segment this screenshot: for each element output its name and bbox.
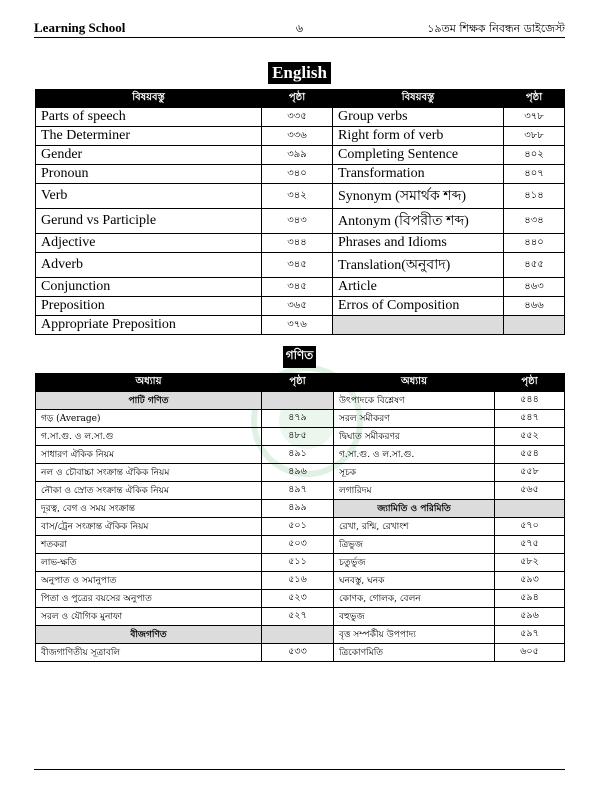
topic-cell: উৎপাদকে বিশ্লেষণ — [334, 392, 495, 410]
table-row — [36, 590, 565, 608]
page-number-cell: ৫১১ — [262, 554, 334, 572]
page-number-cell: ৫৯৪ — [495, 590, 565, 608]
topic-cell: কোণক, গোলক, বেলন — [334, 590, 495, 608]
page-number-cell: ৪৬৬ — [504, 297, 565, 316]
page-number: ৬ — [295, 22, 304, 35]
topic-cell: সূচক — [334, 464, 495, 482]
school-name: Learning School — [34, 20, 126, 35]
topic-cell: Gerund vs Participle — [36, 209, 262, 234]
topic-cell: বহুভুজ — [334, 608, 495, 626]
column-header: পৃষ্ঠা — [495, 374, 565, 392]
page-number-cell: ৪৬৩ — [504, 278, 565, 297]
table-row — [36, 410, 565, 428]
table-row — [36, 608, 565, 626]
page-number-cell: ৫৯৩ — [495, 572, 565, 590]
topic-cell: Antonym (বিপরীত শব্দ) — [333, 209, 504, 234]
page-number-cell: ৩৪৫ — [262, 278, 333, 297]
table-row — [36, 253, 565, 278]
topic-cell: Verb — [36, 184, 262, 209]
topic-cell: বৃত্ত সম্পর্কীয় উপপাদ্য — [334, 626, 495, 644]
page-number-cell: ৪৮৫ — [262, 428, 334, 446]
topic-cell: Gender — [36, 146, 262, 165]
page-number-cell: ৪৯৭ — [262, 482, 334, 500]
column-header: পৃষ্ঠা — [504, 90, 565, 108]
table-row — [36, 392, 565, 410]
table-row — [36, 518, 565, 536]
table-row — [36, 464, 565, 482]
page-number-cell — [495, 500, 565, 518]
subsection-heading: পাটি গণিত — [36, 392, 262, 410]
page-number-cell: ৫৯৬ — [495, 608, 565, 626]
page-header — [34, 18, 565, 38]
page-number-cell: ৩৬৫ — [262, 297, 333, 316]
topic-cell: Translation(অনুবাদ) — [333, 253, 504, 278]
column-header: পৃষ্ঠা — [262, 374, 334, 392]
page-number-cell: ৪৯৯ — [262, 500, 334, 518]
page-number-cell: ৩৩৬ — [262, 127, 333, 146]
topic-cell: গ.সা.গু. ও ল.সা.গু — [36, 428, 262, 446]
book-title: ১৯তম শিক্ষক নিবন্ধন ডাইজেস্ট — [427, 22, 565, 35]
page-number-cell: ৫৭০ — [495, 518, 565, 536]
header-divider — [34, 37, 565, 38]
topic-cell: Appropriate Preposition — [36, 316, 262, 335]
topic-cell: ত্রিকোণমিতি — [334, 644, 495, 662]
topic-cell: Preposition — [36, 297, 262, 316]
page-number-cell: ৫৪৭ — [495, 410, 565, 428]
table-row — [36, 500, 565, 518]
topic-cell: ত্রিভুজ — [334, 536, 495, 554]
column-header: অধ্যায় — [36, 374, 262, 392]
topic-cell: গ.সা.গু. ও ল.সা.গু. — [334, 446, 495, 464]
table-row — [36, 446, 565, 464]
page-number-cell: ৩৪৪ — [262, 234, 333, 253]
topic-cell: বীজগাণিতীয় সূত্রাবলি — [36, 644, 262, 662]
page-number-cell: ৫৫৪ — [495, 446, 565, 464]
topic-cell: Right form of verb — [333, 127, 504, 146]
topic-cell: Synonym (সমার্থক শব্দ) — [333, 184, 504, 209]
table-row — [36, 572, 565, 590]
topic-cell: বাস/ট্রেন সংক্রান্ত ঐকিক নিয়ম — [36, 518, 262, 536]
page-number-cell: ৪৩৪ — [504, 209, 565, 234]
page-number-cell: ৬০৫ — [495, 644, 565, 662]
topic-cell: Adverb — [36, 253, 262, 278]
page-number-cell: ৩৪২ — [262, 184, 333, 209]
table-row — [36, 165, 565, 184]
topic-cell: Parts of speech — [36, 108, 262, 127]
table-row — [36, 297, 565, 316]
page-number-cell: ৩৪০ — [262, 165, 333, 184]
page-number-cell: ৫২৭ — [262, 608, 334, 626]
footer-divider — [34, 769, 565, 770]
page-number-cell: ৫৪৪ — [495, 392, 565, 410]
page-number-cell — [262, 392, 334, 410]
subsection-heading: জ্যামিতি ও পরিমিতি — [334, 500, 495, 518]
topic-cell: শতকরা — [36, 536, 262, 554]
page-number-cell: ৪৪০ — [504, 234, 565, 253]
topic-cell: দূরত্ব, বেগ ও সময় সংক্রান্ত — [36, 500, 262, 518]
math-contents-table — [35, 373, 565, 662]
topic-cell: Phrases and Idioms — [333, 234, 504, 253]
page-number-cell: ৫১৬ — [262, 572, 334, 590]
page-number-cell: ৩৭৬ — [262, 316, 333, 335]
page-number-cell: ৫৫৮ — [495, 464, 565, 482]
page-number-cell: ৩৩৫ — [262, 108, 333, 127]
english-section-title: English — [0, 62, 599, 84]
table-row — [36, 108, 565, 127]
page-number-cell: ৪৭৯ — [262, 410, 334, 428]
page-number-cell: ৪০৭ — [504, 165, 565, 184]
topic-cell: Adjective — [36, 234, 262, 253]
table-row — [36, 428, 565, 446]
page-number-cell: ৪৫৫ — [504, 253, 565, 278]
topic-cell: নল ও চৌবাচ্চা সংক্রান্ত ঐকিক নিয়ম — [36, 464, 262, 482]
table-row — [36, 482, 565, 500]
page-number-cell: ৫২৩ — [262, 590, 334, 608]
page-number-cell: ৫০১ — [262, 518, 334, 536]
table-row — [36, 278, 565, 297]
table-header-row — [36, 374, 565, 392]
page-number-cell: ৪১৪ — [504, 184, 565, 209]
math-section-title: গণিত — [0, 344, 599, 368]
topic-cell: সরল ও যৌগিক মুনাফা — [36, 608, 262, 626]
table-row — [36, 127, 565, 146]
topic-cell — [333, 316, 504, 335]
page-number-cell: ৫৯৭ — [495, 626, 565, 644]
page-number-cell: ৫৮২ — [495, 554, 565, 572]
page-number-cell: ৪০২ — [504, 146, 565, 165]
table-row — [36, 234, 565, 253]
topic-cell: Transformation — [333, 165, 504, 184]
english-contents-table — [35, 89, 565, 335]
topic-cell: Article — [333, 278, 504, 297]
page-number-cell: ৩৯৯ — [262, 146, 333, 165]
table-row — [36, 184, 565, 209]
page-number-cell: ৫৫২ — [495, 428, 565, 446]
topic-cell: রেখা, রশ্মি, রেখাংশ — [334, 518, 495, 536]
topic-cell: সরল সমীকরণ — [334, 410, 495, 428]
page-number-cell: ৩৮৮ — [504, 127, 565, 146]
topic-cell: দ্বিঘাত সমীকরণর — [334, 428, 495, 446]
topic-cell: নৌকা ও স্রোত সংক্রান্ত ঐকিক নিয়ম — [36, 482, 262, 500]
topic-cell: ঘনবস্তু, ঘনক — [334, 572, 495, 590]
page-number-cell: ৩৪৫ — [262, 253, 333, 278]
topic-cell: Erros of Composition — [333, 297, 504, 316]
column-header: পৃষ্ঠা — [262, 90, 333, 108]
table-row — [36, 644, 565, 662]
topic-cell: গড় (Average) — [36, 410, 262, 428]
subsection-heading: বীজগণিত — [36, 626, 262, 644]
table-header-row — [36, 90, 565, 108]
table-row — [36, 536, 565, 554]
table-row — [36, 626, 565, 644]
table-row — [36, 209, 565, 234]
table-row — [36, 316, 565, 335]
topic-cell: সাধারণ ঐকিক নিয়ম — [36, 446, 262, 464]
topic-cell: The Determiner — [36, 127, 262, 146]
page-number-cell: ৩৭৮ — [504, 108, 565, 127]
page-number-cell — [262, 626, 334, 644]
page-number-cell: ৫৬৫ — [495, 482, 565, 500]
page-number-cell: ৫০৩ — [262, 536, 334, 554]
topic-cell: অনুপাত ও সমানুপাত — [36, 572, 262, 590]
column-header: অধ্যায় — [334, 374, 495, 392]
page-number-cell — [504, 316, 565, 335]
page-number-cell: ৪৯৬ — [262, 464, 334, 482]
topic-cell: পিতা ও পুত্রের বয়সের অনুপাত — [36, 590, 262, 608]
topic-cell: Completing Sentence — [333, 146, 504, 165]
column-header: বিষয়বস্তু — [36, 90, 262, 108]
column-header: বিষয়বস্তু — [333, 90, 504, 108]
page-number-cell: ৪৯১ — [262, 446, 334, 464]
topic-cell: লাভ-ক্ষতি — [36, 554, 262, 572]
table-row — [36, 146, 565, 165]
table-row — [36, 554, 565, 572]
topic-cell: লগারিদম — [334, 482, 495, 500]
page-number-cell: ৫৭৫ — [495, 536, 565, 554]
page-number-cell: ৫৩৩ — [262, 644, 334, 662]
topic-cell: Group verbs — [333, 108, 504, 127]
topic-cell: চতুর্ভুজ — [334, 554, 495, 572]
topic-cell: Conjunction — [36, 278, 262, 297]
page-number-cell: ৩৪৩ — [262, 209, 333, 234]
topic-cell: Pronoun — [36, 165, 262, 184]
